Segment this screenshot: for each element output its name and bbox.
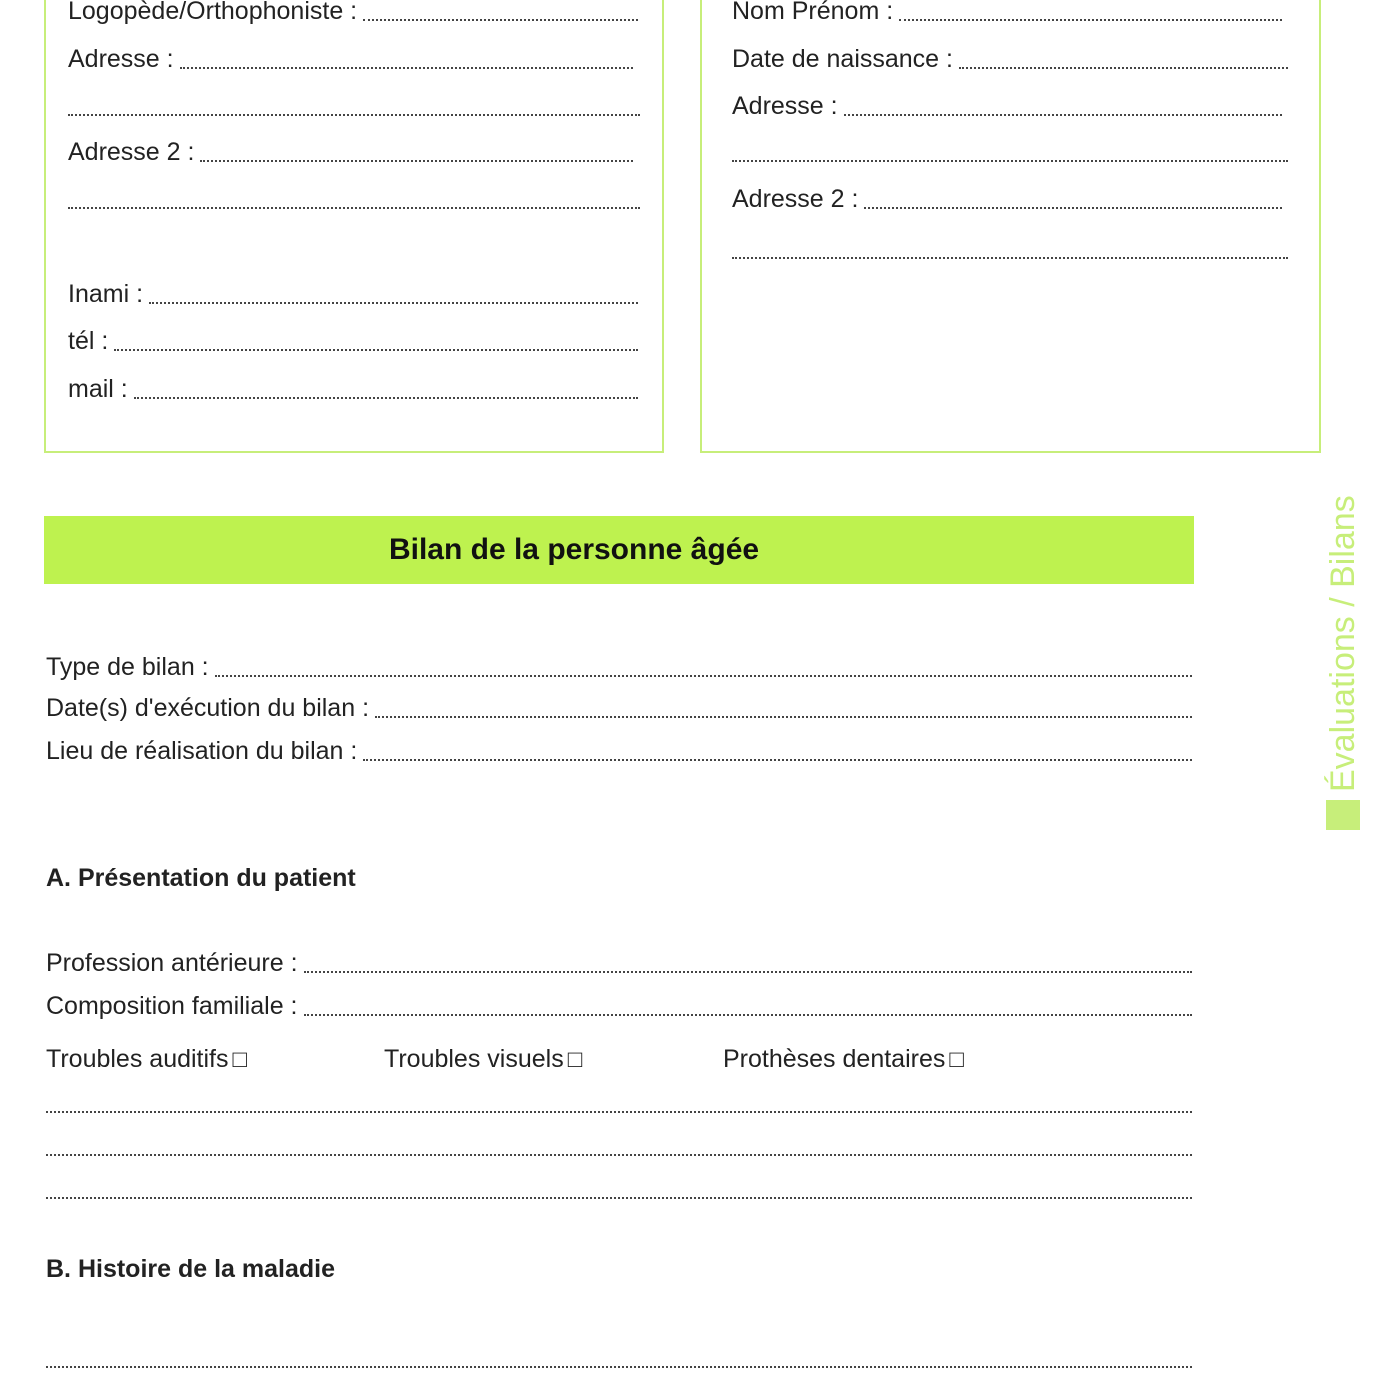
- composition-field[interactable]: [46, 993, 1192, 1021]
- troubles-auditifs-checkbox[interactable]: □: [232, 1046, 247, 1073]
- dates-bilan-label: Date(s) d'exécution du bilan :: [46, 695, 370, 722]
- page-title: Bilan de la personne âgée: [388, 533, 760, 566]
- practitioner-address-label: Adresse :: [68, 46, 174, 73]
- practitioner-address-continuation[interactable]: [68, 93, 640, 121]
- logopede-label: Logopède/Orthophoniste :: [68, 0, 358, 25]
- section-a-heading: A. Présentation du patient: [46, 864, 356, 892]
- logopede-field[interactable]: [68, 0, 638, 26]
- mail-label: mail :: [68, 376, 128, 403]
- title-banner: [44, 516, 1194, 584]
- practitioner-address2-label: Adresse 2 :: [68, 139, 195, 166]
- protheses-option[interactable]: [723, 1045, 964, 1074]
- practitioner-address-field[interactable]: [68, 46, 633, 74]
- notes-line[interactable]: [46, 1176, 1192, 1204]
- practitioner-address2-continuation[interactable]: [68, 186, 640, 214]
- patient-address2-continuation[interactable]: [732, 236, 1288, 264]
- side-tab-label: [1323, 370, 1363, 830]
- nom-prenom-field[interactable]: [732, 0, 1282, 26]
- composition-label: Composition familiale :: [46, 993, 298, 1020]
- patient-address-field[interactable]: [732, 93, 1282, 121]
- troubles-visuels-option[interactable]: [384, 1045, 582, 1074]
- notes-line[interactable]: [46, 1090, 1192, 1118]
- side-label-text: Évaluations / Bilans: [1323, 495, 1362, 792]
- inami-field[interactable]: [68, 281, 638, 309]
- patient-address2-label: Adresse 2 :: [732, 186, 859, 213]
- type-bilan-label: Type de bilan :: [46, 654, 209, 681]
- patient-address-continuation[interactable]: [732, 139, 1288, 167]
- lieu-bilan-field[interactable]: [46, 738, 1192, 766]
- profession-label: Profession antérieure :: [46, 950, 298, 977]
- patient-address2-field[interactable]: [732, 186, 1282, 214]
- section-b-heading: B. Histoire de la maladie: [46, 1255, 335, 1283]
- mail-field[interactable]: [68, 376, 638, 404]
- tel-label: tél :: [68, 328, 109, 355]
- notes-line[interactable]: [46, 1133, 1192, 1161]
- troubles-auditifs-option[interactable]: [46, 1045, 247, 1074]
- nom-prenom-label: Nom Prénom :: [732, 0, 894, 25]
- dates-bilan-field[interactable]: [46, 695, 1192, 723]
- green-square-icon: [1326, 800, 1360, 830]
- practitioner-address2-field[interactable]: [68, 139, 633, 167]
- date-naissance-field[interactable]: [732, 46, 1288, 74]
- troubles-auditifs-label: Troubles auditifs: [46, 1045, 229, 1073]
- troubles-visuels-label: Troubles visuels: [384, 1045, 564, 1073]
- notes-line[interactable]: [46, 1345, 1192, 1373]
- protheses-label: Prothèses dentaires: [723, 1045, 946, 1073]
- protheses-checkbox[interactable]: □: [949, 1046, 964, 1073]
- profession-field[interactable]: [46, 950, 1192, 978]
- patient-address-label: Adresse :: [732, 93, 838, 120]
- inami-label: Inami :: [68, 281, 144, 308]
- date-naissance-label: Date de naissance :: [732, 46, 953, 73]
- troubles-visuels-checkbox[interactable]: □: [567, 1046, 583, 1073]
- lieu-bilan-label: Lieu de réalisation du bilan :: [46, 738, 358, 765]
- type-bilan-field[interactable]: [46, 654, 1192, 682]
- tel-field[interactable]: [68, 328, 638, 356]
